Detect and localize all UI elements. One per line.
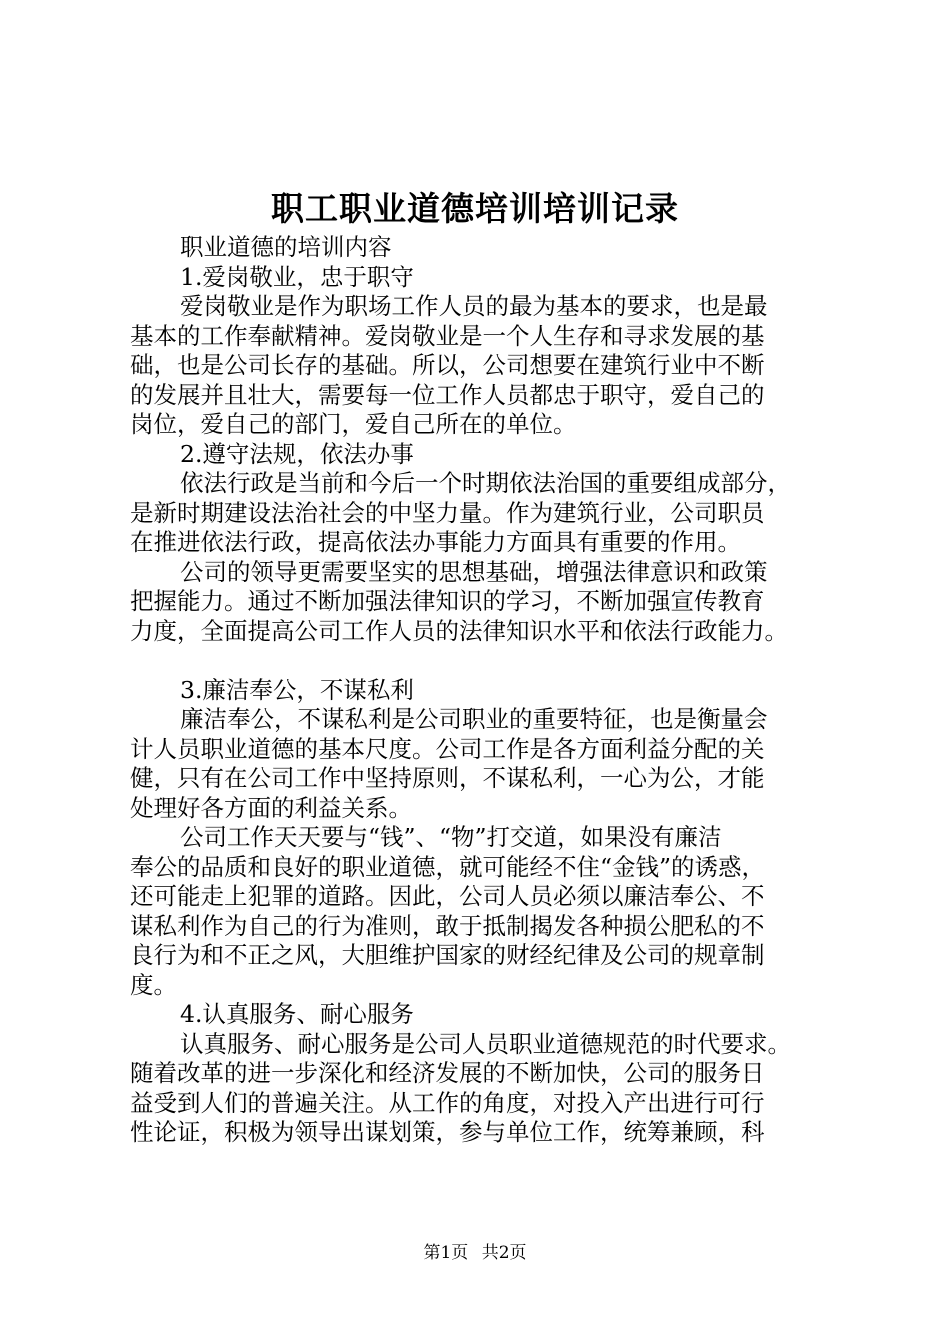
text-line: 职业道德的培训内容 [180, 233, 392, 261]
text-line: 性论证，积极为领导出谋划策，参与单位工作，统筹兼顾，科 [130, 1118, 765, 1146]
page-footer [0, 1241, 950, 1265]
text-line: 良行为和不正之风，大胆维护国家的财经纪律及公司的规章制 [130, 941, 765, 969]
document-body [130, 233, 846, 1148]
text-line: 计人员职业道德的基本尺度。公司工作是各方面利益分配的关 [130, 734, 765, 763]
text-line: 还可能走上犯罪的道路。因此，公司人员必须以廉洁奉公、不 [130, 882, 765, 910]
text-line: 的发展并且壮大，需要每一位工作人员都忠于职守，爱自己的 [130, 380, 765, 409]
page-number: 第1页 [423, 1243, 469, 1263]
text-line: 处理好各方面的利益关系。 [130, 793, 412, 822]
text-line: 认真服务、耐心服务是公司人员职业道德规范的时代要求。 [180, 1029, 791, 1058]
text-line: 依法行政是当前和今后一个时期依法治国的重要组成部分， [180, 469, 791, 497]
text-line: 廉洁奉公，不谋私利是公司职业的重要特征，也是衡量会 [180, 705, 768, 733]
text-line: 4.认真服务、耐心服务 [180, 1000, 414, 1028]
blank-line [130, 646, 846, 676]
text-line: 在推进依法行政，提高依法办事能力方面具有重要的作用。 [130, 528, 741, 556]
text-line: 3.廉洁奉公，不谋私利 [180, 675, 414, 704]
text-line: 谋私利作为自己的行为准则，敢于抵制揭发各种损公肥私的不 [130, 911, 765, 940]
document-title: 职工职业道德培训培训记录 [271, 189, 679, 228]
text-line: 度。 [130, 970, 177, 999]
text-line: 奉公的品质和良好的职业道德，就可能经不住“金钱”的诱惑， [130, 852, 766, 881]
text-line: 1.爱岗敬业，忠于职守 [180, 262, 414, 291]
text-line: 力度，全面提高公司工作人员的法律知识水平和依法行政能力。 [130, 616, 788, 645]
text-line: 2.遵守法规，依法办事 [180, 439, 414, 468]
text-line: 础，也是公司长存的基础。所以，公司想要在建筑行业中不断 [130, 351, 765, 379]
text-line: 基本的工作奉献精神。爱岗敬业是一个人生存和寻求发展的基 [130, 321, 765, 350]
text-line: 岗位，爱自己的部门，爱自己所在的单位。 [130, 410, 577, 438]
text-line: 益受到人们的普遍关注。从工作的角度，对投入产出进行可行 [130, 1088, 765, 1117]
text-line: 是新时期建设法治社会的中坚力量。作为建筑行业，公司职员 [130, 498, 765, 527]
text-line: 随着改革的进一步深化和经济发展的不断加快，公司的服务日 [130, 1059, 765, 1087]
text-line: 健，只有在公司工作中坚持原则，不谋私利，一心为公，才能 [130, 764, 765, 792]
page-total: 共2页 [481, 1243, 527, 1263]
text-line: 爱岗敬业是作为职场工作人员的最为基本的要求，也是最 [180, 292, 768, 320]
text-line: 公司工作天天要与“钱”、“物”打交道，如果没有廉洁 [180, 823, 722, 851]
text-line: 公司的领导更需要坚实的思想基础，增强法律意识和政策 [180, 557, 768, 586]
text-line: 把握能力。通过不断加强法律知识的学习，不断加强宣传教育 [130, 587, 765, 615]
